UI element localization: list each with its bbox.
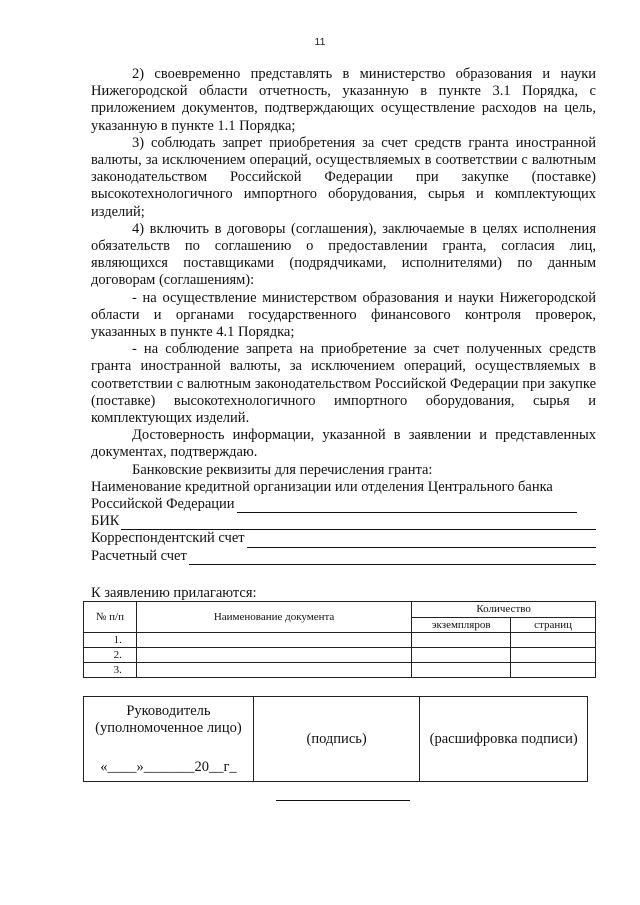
bik-field[interactable]	[91, 513, 596, 530]
signer-subtitle: (уполномоченное лицо)	[95, 719, 242, 736]
row-num: 1.	[84, 633, 137, 648]
row-copies-cell[interactable]	[412, 633, 511, 648]
settlement-account-field[interactable]	[91, 548, 596, 565]
decoding-caption: (расшифровка подписи)	[429, 730, 578, 747]
paragraph-inspection-consent: - на осуществление министерством образования и науки Нижегородской области и органами государственного финансового контроля проверок, указанных в пункте 4.1 Порядка;	[91, 289, 596, 341]
header-doc-name: Наименование документа	[136, 602, 411, 633]
bank-org-field[interactable]	[91, 496, 596, 513]
attachments-title: К заявлению прилагаются:	[91, 584, 257, 601]
table-row	[84, 633, 596, 648]
table-row	[84, 663, 596, 678]
attachments-table	[83, 601, 596, 678]
signature-cell[interactable]	[253, 697, 419, 782]
document-body	[91, 66, 596, 602]
paragraph-reporting: 2) своевременно представлять в министерство образования и науки Нижегородской области отчетность, указанную в пункте 3.1 Порядка, с приложением документов, подтверждающих осуществление расходов на цель, указанную в пункте 1.1 Порядка;	[91, 66, 596, 134]
corr-account-label: Корреспондентский счет	[91, 530, 245, 547]
header-pages: страниц	[511, 617, 596, 633]
paragraph-currency-ban: 3) соблюдать запрет приобретения за счет средств гранта иностранной валюты, за исключением операций, осуществляемых в соответствии с валютным законодательством Российской Федерации при закупке (поставке) высокотехнологичного импортного оборудования, сырья и комплектующих изделий;	[91, 134, 596, 220]
header-quantity: Количество	[412, 602, 596, 618]
bank-org-blank[interactable]	[237, 499, 577, 513]
row-doc-name-cell[interactable]	[136, 648, 411, 663]
paragraph-confirmation: Достоверность информации, указанной в заявлении и представленных документах, подтверждаю.	[91, 427, 596, 461]
signature-table	[83, 696, 588, 782]
row-doc-name-cell[interactable]	[136, 663, 411, 678]
page-number: 11	[314, 36, 326, 48]
table-row	[84, 648, 596, 663]
paragraph-contracts: 4) включить в договоры (соглашения), заключаемые в целях исполнения обязательств по соглашению о предоставлении гранта, согласия лиц, являющихся поставщиками (подрядчиками, исполнителями) по данным договорам (соглашениям):	[91, 220, 596, 289]
row-doc-name-cell[interactable]	[136, 633, 411, 648]
corr-account-blank[interactable]	[247, 534, 596, 548]
row-pages-cell[interactable]	[511, 633, 596, 648]
paragraph-bank-details-title: Банковские реквизиты для перечисления гранта:	[132, 461, 433, 478]
bottom-divider	[276, 800, 410, 801]
row-pages-cell[interactable]	[511, 648, 596, 663]
corr-account-field[interactable]	[91, 530, 596, 547]
bik-blank[interactable]	[121, 516, 596, 530]
header-num: № п/п	[84, 602, 137, 633]
bank-org-label-line2: Российской Федерации	[91, 496, 235, 513]
row-copies-cell[interactable]	[412, 648, 511, 663]
row-num: 3.	[84, 663, 137, 678]
paragraph-currency-consent: - на соблюдение запрета на приобретение за счет полученных средств гранта иностранной валюты, за исключением операций, осуществляемых в соответствии с валютным законодательством Российской Федерации при закупке (поставке) высокотехнологичного импортного оборудования, сырья и комплектующих изделий.	[91, 341, 596, 427]
settlement-account-blank[interactable]	[189, 551, 596, 565]
signer-title: Руководитель	[126, 702, 211, 719]
signature-date-field[interactable]: «____»_______20__г_	[100, 758, 237, 775]
bank-org-label-line1: Наименование кредитной организации или отделения Центрального банка	[91, 478, 553, 495]
signer-cell	[84, 697, 254, 782]
decoding-cell[interactable]	[420, 697, 588, 782]
signature-caption: (подпись)	[306, 730, 367, 747]
settlement-account-label: Расчетный счет	[91, 547, 187, 564]
row-pages-cell[interactable]	[511, 663, 596, 678]
row-copies-cell[interactable]	[412, 663, 511, 678]
header-copies: экземпляров	[412, 617, 511, 633]
bik-label: БИК	[91, 513, 120, 530]
row-num: 2.	[84, 648, 137, 663]
